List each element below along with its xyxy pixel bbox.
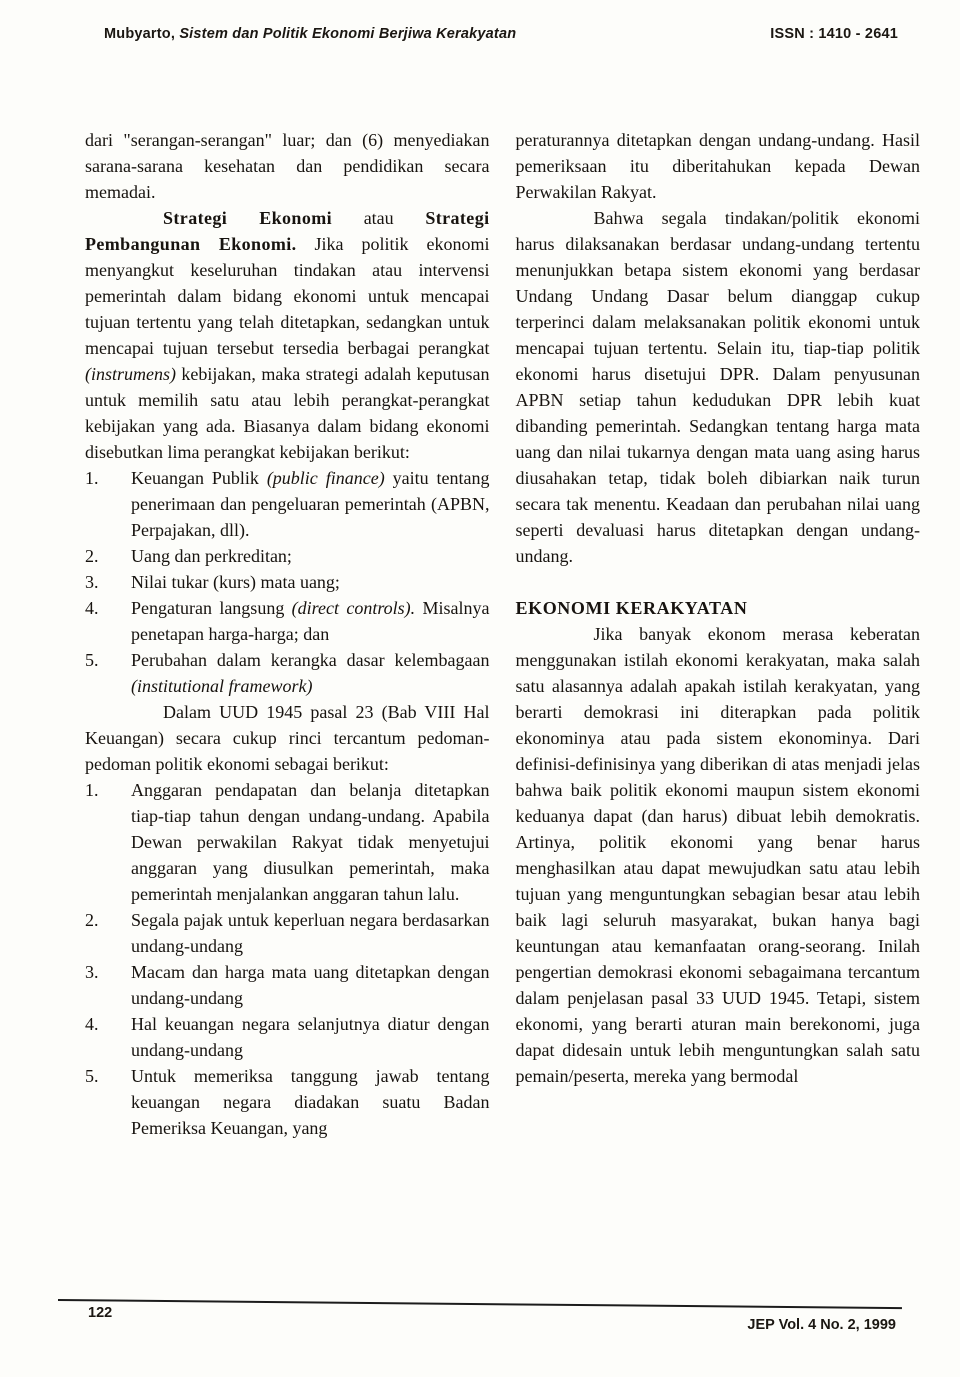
uud-guidelines-list <box>85 777 490 1141</box>
text-segment: Misalnya penetapan harga-harga; dan <box>131 598 490 644</box>
paragraph-continuation <box>85 127 490 205</box>
list-item-number: 5. <box>85 1066 99 1086</box>
list-item-text <box>131 907 490 959</box>
paragraph-bahwa <box>516 205 921 569</box>
list-item-text <box>131 569 490 595</box>
list-item-text <box>131 465 490 543</box>
text-segment: Macam dan harga mata uang ditetapkan dengan undang-undang <box>131 962 490 1008</box>
text-segment: Jika politik ekonomi menyangkut keseluruhan tindakan atau intervensi pemerintah dalam bidang ekonomi untuk mencapai tujuan tertentu yang telah ditetapkan, sedangkan untuk mencapai tujuan tersebut tersedia berbagai perangkat <box>85 234 490 358</box>
journal-reference: JEP Vol. 4 No. 2, 1999 <box>747 1317 896 1333</box>
text-segment: Segala pajak untuk keperluan negara berdasarkan undang-undang <box>131 910 490 956</box>
list-item-text <box>131 777 490 907</box>
text-segment: Nilai tukar (kurs) mata uang; <box>131 572 340 592</box>
paragraph-strategy <box>85 205 490 465</box>
paragraph-continuation <box>516 127 921 205</box>
issn-label: ISSN : 1410 - 2641 <box>770 26 898 42</box>
page-number: 122 <box>88 1305 113 1321</box>
text-segment: atau <box>332 208 426 228</box>
paragraph-kerakyatan <box>516 621 921 1089</box>
right-column <box>516 127 921 1141</box>
running-head-author: Mubyarto, <box>104 26 180 42</box>
list-item <box>85 959 490 1011</box>
section-heading-ekonomi-kerakyatan: EKONOMI KERAKYATAN <box>515 598 748 618</box>
paragraph-uud1945 <box>85 699 490 777</box>
running-head-left <box>104 26 516 42</box>
list-item <box>85 595 490 647</box>
list-item-text <box>131 595 490 647</box>
text-segment: Hal keuangan negara selanjutnya diatur dengan undang-undang <box>131 1014 490 1060</box>
list-item <box>85 543 490 569</box>
text-segment: Jika banyak ekonom merasa keberatan menggunakan istilah ekonomi kerakyatan, maka salah satu alasannya adalah apakah istilah kerakyatan, yang berarti demokrasi ini diterapkan pada politik ekonominya atau pada sistem ekonominya. Dari definisi-definisinya yang diberikan di atas menjadi jelas bahwa baik politik ekonomi maupun sistem ekonomi keduanya dapat (dan harus) dibuat lebih demokratis. Artinya, politik ekonomi yang benar harus menghasilkan atau dapat mewujudkan satu atau lebih tujuan yang menguntungkan sebagian besar atau lebih baik lagi seluruh masyarakat, bukan hanya bagi keuntungan atau kemanfaatan orang-seorang. Inilah pengertian demokrasi ekonomi sebagaimana tercantum dalam penjelasan pasal 33 UUD 1945. Tetapi, sistem ekonomi, yang berarti aturan main berekonomi, juga dapat didesain untuk lebih menguntungkan salah satu pemain/peserta, mereka yang bermodal <box>515 624 920 1086</box>
text-segment: Strategi Ekonomi <box>163 208 333 228</box>
footer-divider <box>58 1299 902 1309</box>
text-segment: Uang dan perkreditan; <box>131 546 292 566</box>
text-segment: Perubahan dalam kerangka dasar kelembagaan <box>131 650 490 670</box>
list-item <box>85 1011 490 1063</box>
text-segment: dari "serangan-serangan" luar; dan (6) menyediakan sarana-sarana kesehatan dan pendidikan secara memadai. <box>85 130 490 202</box>
list-item-text <box>131 1063 490 1141</box>
running-head-title: Sistem dan Politik Ekonomi Berjiwa Kerakyatan <box>179 26 517 42</box>
list-item <box>85 777 490 907</box>
text-segment: (direct controls). <box>291 598 416 618</box>
text-segment: Dalam UUD 1945 pasal 23 (Bab VIII Hal Keuangan) secara cukup rinci tercantum pedoman-pedoman politik ekonomi sebagai berikut: <box>85 702 490 774</box>
text-segment: (public finance) <box>266 468 385 488</box>
list-item <box>85 465 490 543</box>
list-item-number: 1. <box>85 468 99 488</box>
list-item-number: 1. <box>85 780 99 800</box>
text-segment: yaitu tentang penerimaan dan pengeluaran pemerintah (APBN, Perpajakan, dll). <box>131 468 490 540</box>
text-segment: Anggaran pendapatan dan belanja ditetapkan tiap-tiap tahun dengan undang-undang. Apabila Dewan perwakilan Rakyat tidak menyetujui anggaran yang diusulkan pemerintah, maka pemerintah menjalankan anggaran tahun lalu. <box>131 780 490 904</box>
running-head <box>104 26 898 42</box>
list-item-text <box>131 959 490 1011</box>
list-item-number: 4. <box>85 1014 99 1034</box>
page-body <box>85 127 920 1141</box>
list-item <box>85 907 490 959</box>
list-item <box>85 569 490 595</box>
list-item-text <box>131 1011 490 1063</box>
left-column <box>85 127 490 1141</box>
list-item-text <box>131 647 490 699</box>
list-item-number: 3. <box>85 572 99 592</box>
text-segment: Bahwa segala tindakan/politik ekonomi harus dilaksanakan berdasar undang-undang tertentu menunjukkan betapa sistem ekonomi yang berdasar Undang Undang Dasar belum dianggap cukup terperinci dalam melaksanakan politik ekonomi untuk mencapai tujuan tertentu. Selain itu, tiap-tiap politik ekonomi harus disetujui DPR. Dalam penyusunan APBN setiap tahun kedudukan DPR lebih kuat dibanding pemerintah. Sedangkan tentang harga mata uang dan nilai tukarnya dengan mata uang asing harus diusahakan tetap, tidak boleh dibiarkan naik turun secara tak menentu. Keadaan dan perubahan nilai uang seperti devaluasi harus ditetapkan dengan undang-undang. <box>515 208 920 566</box>
list-item-number: 4. <box>85 598 99 618</box>
policy-instruments-list <box>85 465 490 699</box>
list-item <box>85 1063 490 1141</box>
list-item-number: 3. <box>85 962 99 982</box>
list-item-number: 2. <box>85 546 99 566</box>
text-segment: kebijakan, maka strategi adalah keputusan untuk memilih satu atau lebih perangkat-perangkat kebijakan yang ada. Biasanya dalam bidang ekonomi disebutkan lima perangkat kebijakan berikut: <box>85 364 490 462</box>
list-item-text <box>131 543 490 569</box>
list-item <box>85 647 490 699</box>
text-segment: (instrumens) <box>85 364 176 384</box>
text-segment: (institutional framework) <box>131 676 313 696</box>
text-segment: peraturannya ditetapkan dengan undang-undang. Hasil pemeriksaan itu diberitahukan kepada Dewan Perwakilan Rakyat. <box>515 130 920 202</box>
text-segment: Strategi Pembangunan Ekonomi. <box>85 208 490 254</box>
list-item-number: 5. <box>85 650 99 670</box>
text-segment: Pengaturan langsung <box>131 598 292 618</box>
text-segment: Untuk memeriksa tanggung jawab tentang keuangan negara diadakan suatu Badan Pemeriksa Keuangan, yang <box>131 1066 490 1138</box>
list-item-number: 2. <box>85 910 99 930</box>
text-segment: Keuangan Publik <box>131 468 267 488</box>
